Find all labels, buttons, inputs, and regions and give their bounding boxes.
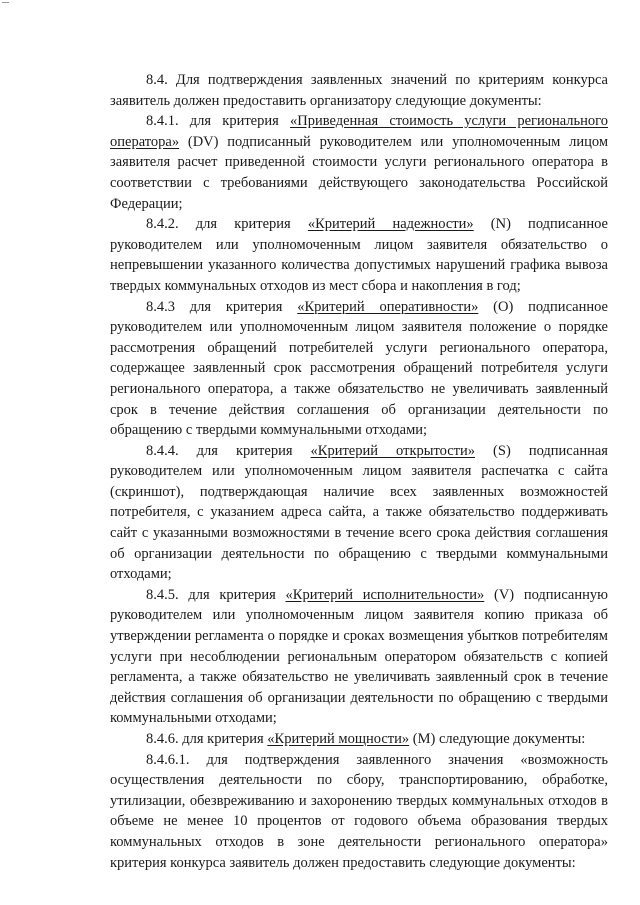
paragraph-text-before: 8.4.4. для критерия [146, 442, 311, 459]
paragraph-text-before: 8.4.6. для критерия [146, 731, 268, 747]
paragraph-text-before: 8.4.2. для критерия [146, 216, 308, 233]
document-page [110, 70, 608, 873]
paragraph-text-after: (DV) подписанный руководителем или уполномоченным лицом заявителя расчет приведенной стоимости услуги регионального оператора в соответствии с требованиями действующего законодательства Российской Федерации; [110, 133, 608, 212]
paragraph-text: 8.4. Для подтверждения заявленных значений по критериям конкурса заявитель должен предоставить организатору следующие документы: [110, 72, 608, 109]
paragraph-text-after: (V) подписанную руководителем или уполномоченным лицом заявителя копию приказа об утверждении регламента о порядке и сроках возмещения убытков потребителям услуги при несоблюдении региональным оператором обязательств с копией регламента, а также обязательство не увеличивать заявленный срок в течение действия соглашения об организации деятельности по обращению с твердыми коммунальными отходами; [110, 586, 608, 727]
paragraph-8-4-6-1 [110, 750, 608, 874]
criterion-link-cost[interactable]: «Приведенная стоимость услуги регионального оператора» [110, 113, 608, 150]
paragraph-text-before: 8.4.1. для критерия [146, 113, 290, 130]
scan-corner-mark [2, 2, 9, 3]
paragraph-text-after: (О) подписанное руководителем или уполномоченным лицом заявителя положение о порядке рассмотрения обращений потребителей услуги регионального оператора, содержащее заявленный срок рассмотрения обращений потребителя услуги регионального оператора, а также обязательство не увеличивать заявленный срок в течение действия соглашения об организации деятельности по обращению с твердыми коммунальными отходами; [110, 298, 608, 439]
paragraph-text-after: (S) подписанная руководителем или уполномоченным лицом заявителя распечатка с сайта (скриншот), подтверждающая наличие всех заявленных возможностей потребителя, с указанием адреса сайта, а также обязательство поддерживать сайт с указанными возможностями в течение всего срока действия соглашения об организации деятельности по обращению с твердыми коммунальными отходами; [110, 442, 608, 583]
paragraph-8-4 [110, 70, 608, 111]
paragraph-8-4-3 [110, 297, 608, 441]
paragraph-text-before: 8.4.3 для критерия [146, 298, 298, 315]
paragraph-8-4-2 [110, 214, 608, 296]
paragraph-text-before: 8.4.5. для критерия [146, 586, 286, 603]
paragraph-text: 8.4.6.1. для подтверждения заявленного значения «возможность осуществления деятельности по сбору, транспортированию, обработке, утилизации, обезвреживанию и захоронению твердых коммунальных отходов в объеме не менее 10 процентов от годового объема образования твердых коммунальных отходов в зоне деятельности регионального оператора» критерия конкурса заявитель должен предоставить следующие документы: [110, 751, 608, 871]
criterion-link-reliability[interactable]: «Критерий надежности» [307, 216, 474, 233]
paragraph-8-4-5 [110, 585, 608, 729]
paragraph-8-4-4 [110, 441, 608, 585]
paragraph-8-4-1 [110, 111, 608, 214]
paragraph-8-4-6 [110, 729, 608, 750]
criterion-link-execution[interactable]: «Критерий исполнительности» [285, 586, 485, 603]
paragraph-text-after: (N) подписанное руководителем или уполномоченным лицом заявителя обязательство о непревышении указанного количества допустимых нарушений графика вывоза твердых коммунальных отходов из мест сбора и накопления в год; [110, 216, 608, 294]
criterion-link-capacity[interactable]: «Критерий мощности» [267, 731, 410, 747]
criterion-link-openness[interactable]: «Критерий открытости» [310, 442, 476, 459]
criterion-link-efficiency[interactable]: «Критерий оперативности» [297, 298, 479, 315]
paragraph-text-after: (М) следующие документы: [409, 731, 586, 747]
